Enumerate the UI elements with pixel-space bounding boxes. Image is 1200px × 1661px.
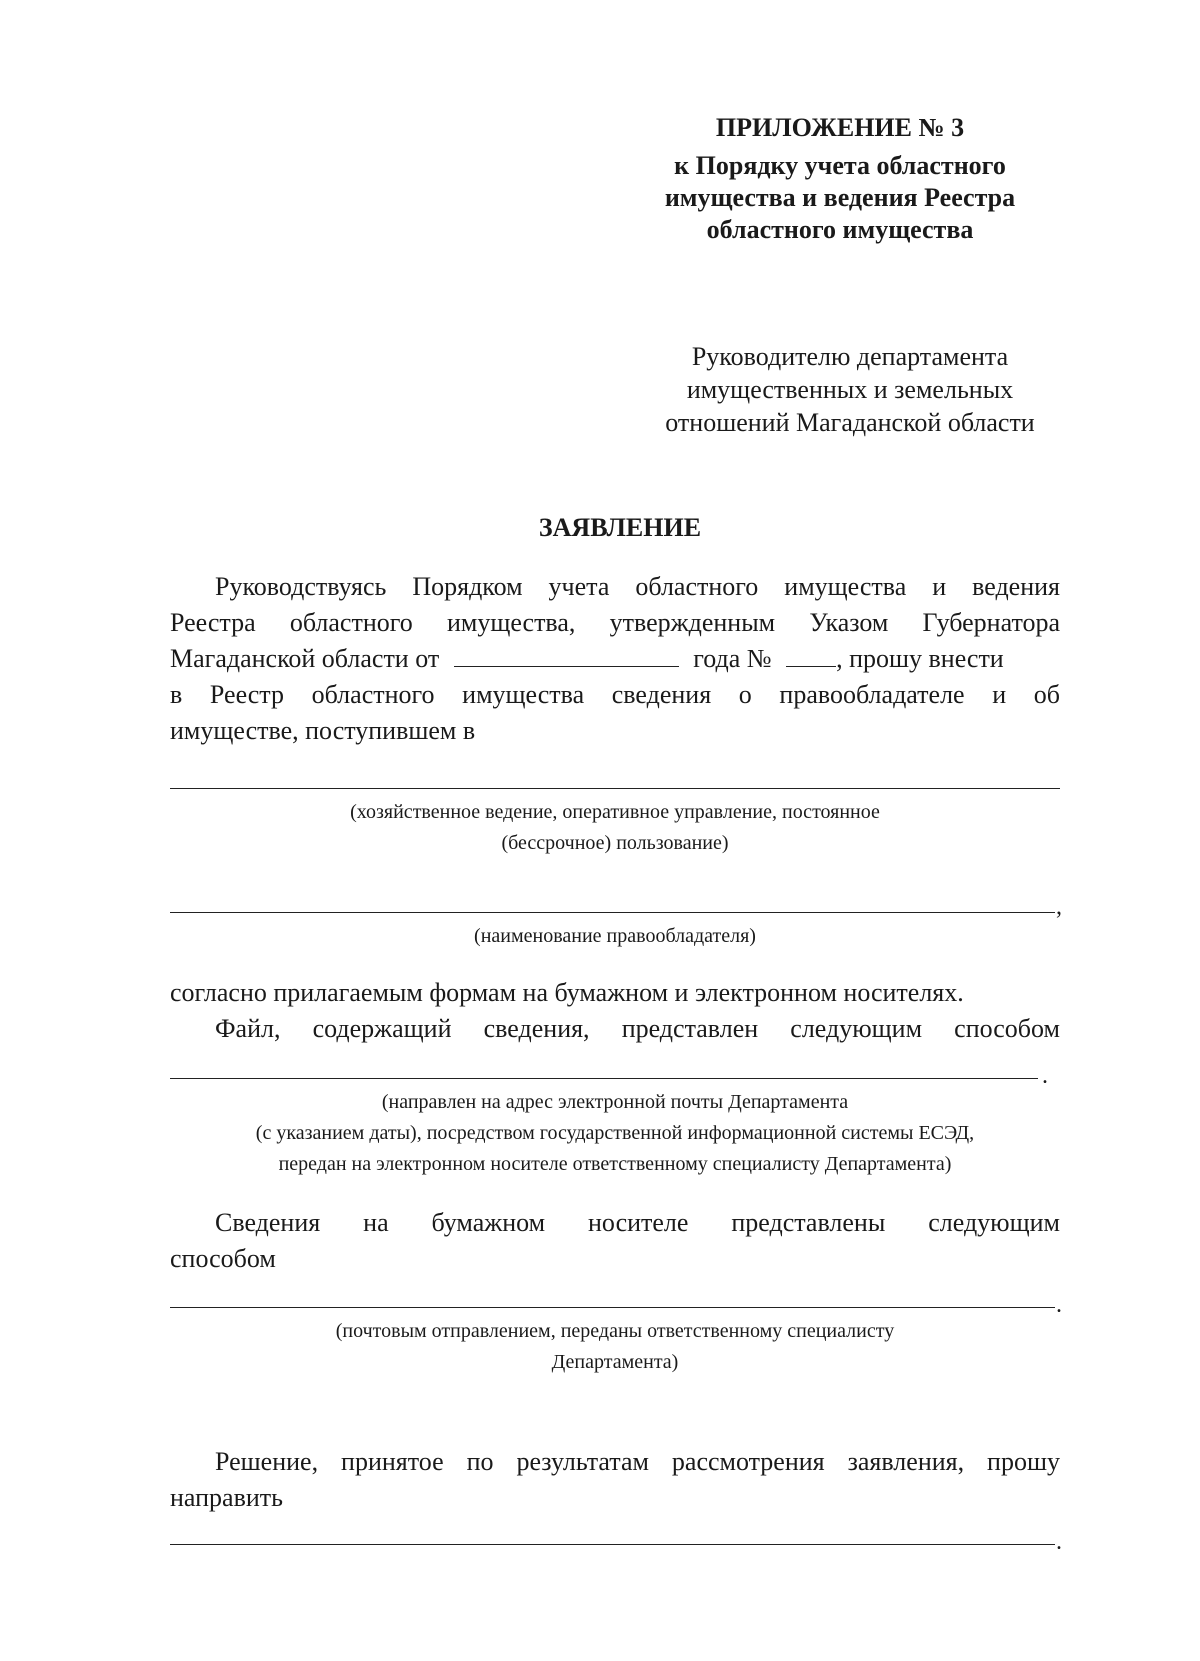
document-title: ЗАЯВЛЕНИЕ [538,513,702,542]
paper-method-period: . [1056,1292,1062,1318]
date-blank-field[interactable] [454,644,679,667]
file-method-period: . [1042,1063,1048,1089]
paper-method-line-1: Сведения на бумажном носителе представлены следующим [215,1208,1060,1237]
intro-line-1: Руководствуясь Порядком учета областного имущества и ведения [215,572,1060,601]
file-method-blank-line[interactable] [170,1078,1038,1079]
decision-line-1: Решение, принятое по результатам рассмотрения заявления, прошу [215,1447,1060,1476]
paper-method-line-2: способом [170,1244,276,1273]
intro-line-4: в Реестр областного имущества сведения о правообладателе и об [170,680,1060,709]
paper-method-caption-line-2: Департамента) [551,1351,679,1373]
holder-name-blank-line[interactable] [170,912,1055,913]
number-blank-field[interactable] [786,644,836,667]
appendix-subtitle-line-1: к Порядку учета областного [674,151,1006,180]
appendix-subtitle-line-2: имущества и ведения Реестра [664,183,1016,212]
holder-name-comma: , [1056,894,1062,920]
intro-line-3-mid: года № [693,644,772,673]
addressee-line-2: имущественных и земельных [686,375,1014,404]
holder-name-caption: (наименование правообладателя) [474,925,756,947]
decision-line-2: направить [170,1483,283,1512]
addressee-line-1: Руководителю департамента [691,342,1009,371]
file-method-caption-line-2: (с указанием даты), посредством государственной информационной системы ЕСЭД, [255,1122,975,1144]
forms-paragraph: согласно прилагаемым формам на бумажном и электронном носителях. [170,978,964,1007]
decision-period: . [1056,1529,1062,1555]
right-type-caption [170,797,1060,859]
file-method-caption [170,1087,1060,1180]
paper-method-blank-line[interactable] [170,1307,1055,1308]
right-type-caption-line-2: (бессрочное) пользование) [501,832,729,854]
intro-line-3-start: Магаданской области от [170,644,440,673]
appendix-subtitle-line-3: областного имущества [706,215,974,244]
appendix-number: ПРИЛОЖЕНИЕ № 3 [715,113,965,142]
intro-line-3 [170,641,1060,676]
intro-line-5: имуществе, поступившем в [170,716,476,745]
intro-line-3-end: , прошу внести [836,644,1004,673]
addressee-block [640,340,1060,439]
right-type-blank-line[interactable] [170,788,1060,789]
file-method-caption-line-3: передан на электронном носителе ответственному специалисту Департамента) [278,1153,952,1175]
paper-method-caption-line-1: (почтовым отправлением, переданы ответственному специалисту [335,1320,895,1342]
appendix-header [640,112,1040,246]
decision-blank-line[interactable] [170,1544,1055,1545]
intro-line-2: Реестра областного имущества, утвержденным Указом Губернатора [170,608,1060,637]
file-method-paragraph: Файл, содержащий сведения, представлен следующим способом [215,1014,1060,1043]
file-method-caption-line-1: (направлен на адрес электронной почты Департамента [381,1091,849,1113]
paper-method-caption [170,1316,1060,1378]
right-type-caption-line-1: (хозяйственное ведение, оперативное управление, постоянное [350,801,880,823]
addressee-line-3: отношений Магаданской области [665,408,1035,437]
